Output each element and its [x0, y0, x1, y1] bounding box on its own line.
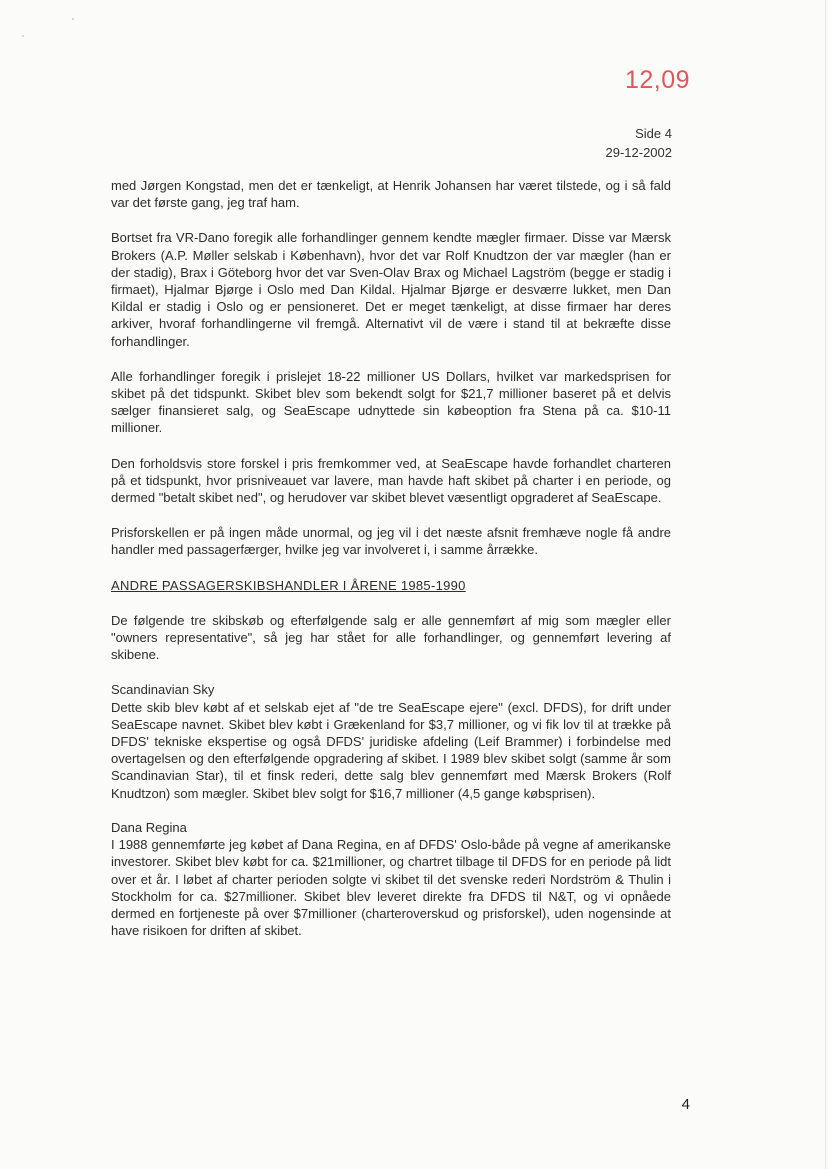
scan-speck	[72, 18, 74, 20]
paragraph: Bortset fra VR-Dano foregik alle forhandlinger gennem kendte mægler firmaer. Disse var Mærsk Brokers (A.P. Møller selskab i København), hvor det var Rolf Knudtzon der var mægler (han er der stadig), Brax i Göteborg hvor det var Sven-Olav Brax og Michael Lagström (begge er stadig i firmaet), Hjalmar Bjørge i Oslo med Dan Kildal. Hjalmar Bjørge er desværre lukket, men Dan Kildal er stadig i Oslo og er pensioneret. Det er meget tænkeligt, at disse firmaer har deres arkiver, hvoraf forhandlingerne vil fremgå. Alternativt vil de være i stand til at bekræfte disse forhandlinger.	[111, 230, 671, 349]
scan-speck	[22, 35, 24, 37]
ship-section	[111, 819, 671, 939]
ship-name: Dana Regina	[111, 819, 187, 835]
page-number: 4	[681, 1096, 690, 1113]
ship-name: Scandinavian Sky	[111, 682, 215, 698]
scan-edge-line	[825, 0, 826, 1169]
ship-text: Dette skib blev købt af et selskab ejet af "de tre SeaEscape ejere" (excl. DFDS), for drift under SeaEscape navnet. Skibet blev købt i Grækenland for $3,7 millioner, og vi fik lov til at trække på DFDS' tekniske ekspertise og også DFDS' juridiske afdeling (Leif Brammer) i forbindelse med overtagelsen og den efterfølgende opgradering af skibet. I 1989 blev skibet solgt (samme år som Scandinavian Star), til et finsk rederi, dette salg blev gennemført med Mærsk Brokers (Rolf Knudtzon) som mægler. Skibet blev solgt for $16,7 millioner (4,5 gange købsprisen).	[111, 699, 671, 801]
section-heading: ANDRE PASSAGERSKIBSHANDLER I ÅRENE 1985-1990	[111, 577, 466, 593]
page-label: Side 4	[635, 126, 672, 141]
ship-text: I 1988 gennemførte jeg købet af Dana Regina, en af DFDS' Oslo-både på vegne af amerikanske investorer. Skibet blev købt for ca. $21millioner, og chartret tilbage til DFDS for en periode på lidt over et år. I løbet af charter perioden solgte vi skibet til det svenske rederi Nordström & Thulin i Stockholm for ca. $27millioner. Skibet blev leveret direkte fra DFDS til N&T, og vi opnåede dermed en fortjeneste på over $7millioner (charteroverskud og prisforskel), uden nogensinde at have risikoen for driften af skibet.	[111, 837, 671, 939]
paragraph: med Jørgen Kongstad, men det er tænkeligt, at Henrik Johansen har været tilstede, og i så fald var det første gang, jeg traf ham.	[111, 178, 671, 211]
paragraph: Prisforskellen er på ingen måde unormal, og jeg vil i det næste afsnit fremhæve nogle få andre handler med passagerfærger, hvilke jeg var involveret i, i samme årrække.	[111, 525, 671, 558]
paragraph: Alle forhandlinger foregik i prislejet 18-22 millioner US Dollars, hvilket var markedsprisen for skibet på det tidspunkt. Skibet blev som bekendt solgt for $21,7 millioner baseret på et delvis sælger finansieret salg, og SeaEscape udnyttede sin købeoption fra Stena på ca. $10-11 millioner.	[111, 368, 671, 436]
page-header	[520, 124, 672, 162]
stamp-number: 12,09	[624, 66, 690, 94]
ship-section	[111, 681, 671, 801]
paragraph: Den forholdsvis store forskel i pris fremkommer ved, at SeaEscape havde forhandlet charteren på et tidspunkt, hvor prisniveauet var lavere, man havde haft skibet på charter i en periode, og dermed "betalt skibet ned", og herudover var skibet blevet væsentligt opgraderet af SeaEscape.	[111, 455, 671, 506]
document-date: 29-12-2002	[605, 145, 672, 160]
paragraph: De følgende tre skibskøb og efterfølgende salg er alle gennemført af mig som mægler eller "owners representative", så jeg har stået for alle forhandlinger, og gennemført levering af skibene.	[111, 612, 671, 663]
document-body	[111, 177, 671, 956]
